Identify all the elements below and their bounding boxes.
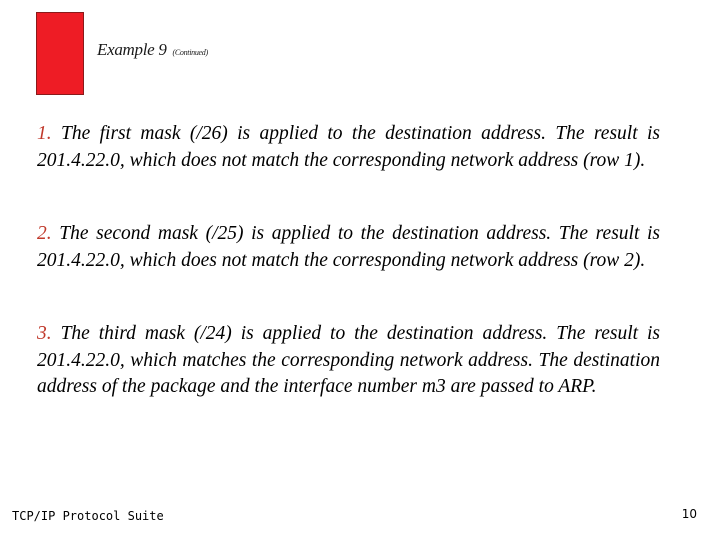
step-paragraph-1 [37, 121, 660, 174]
step-paragraph-2 [37, 221, 660, 274]
slide-title-suffix: (Continued) [172, 48, 208, 57]
step-number-2: 2. [37, 223, 52, 244]
step-text-3: The third mask (/24) is applied to the destination address. The result is 201.4.22.0, which matches the corresponding network address. The destination address of the package and the interface number m3 are passed to ARP. [37, 323, 661, 397]
page-number: 10 [681, 507, 697, 521]
step-number-3: 3. [37, 323, 52, 344]
step-text-2: The second mask (/25) is applied to the destination address. The result is 201.4.22.0, which does not match the corresponding network address (row 2). [37, 223, 660, 271]
slide-title-text: Example 9 [97, 40, 167, 59]
step-paragraph-3 [37, 321, 660, 401]
footer-course-title: TCP/IP Protocol Suite [12, 509, 164, 523]
slide-title [97, 40, 208, 60]
red-accent-box [36, 12, 84, 95]
step-number-1: 1. [37, 123, 52, 144]
step-text-1: The first mask (/26) is applied to the destination address. The result is 201.4.22.0, which does not match the corresponding network address (row 1). [37, 123, 660, 171]
